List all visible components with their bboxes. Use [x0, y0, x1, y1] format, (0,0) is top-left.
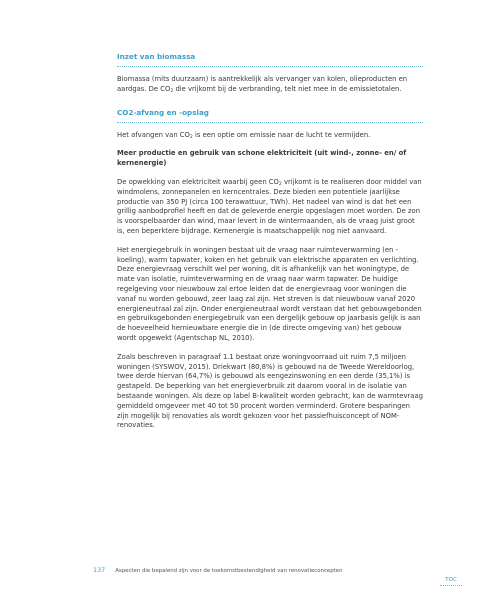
paragraph-text: die vrijkomt bij de verbranding, telt niet mee in de emissietotalen. [173, 84, 402, 93]
toc-underline [440, 585, 462, 586]
toc-label: TOC [445, 577, 457, 583]
subscript: 2 [278, 181, 282, 187]
toc-link[interactable] [440, 577, 462, 586]
subscript: 2 [170, 88, 174, 94]
paragraph-text: is een optie om emissie naar de lucht te vermijden. [192, 130, 371, 139]
paragraph-co2-afvang [117, 131, 423, 141]
paragraph-energiegebruik-woningen: Het energiegebruik in woningen bestaat uit de vraag naar ruimteverwarming (en -koeling), warm tapwater, koken en het gebruik van elektrische apparaten en verlichting. Deze energievraag verschilt wel per woning, dit is afhankelijk van het woningtype, de mate van isolatie, ruimteverwarming en de vraag naar warm tapwater. De huidige regelgeving voor nieuwbouw zal ertoe leiden dat de energievraag voor woningen die vanaf nu worden gebouwd, zeer laag zal zijn. Het streven is dat nieuwbouw vanaf 2020 energieneutraal zal zijn. Onder energieneutraal wordt verstaan dat het gebouwgebonden en gebruiksgebonden energiegebruik van een dergelijk gebouw op jaarbasis gelijk is aan de hoeveelheid hernieuwbare energie die in (de directe omgeving van) het gebouw wordt opgewekt (Agentschap NL, 2010). [117, 245, 422, 342]
paragraph-text: vrijkomt is te realiseren door middel van windmolens, zonnepanelen en kerncentrales. Deze bieden een potentiele jaarlijkse productie van 350 PJ (circa 100 terawattuur, TWh). Het nadeel van wind is dat het een grillig aanbodprofiel heeft en dat de geleverde energie opgeslagen moet worden. De zon is voorspelbaarder dan wind, maar levert in de wintermaanden, als de vraag juist groot is, een beperktere bijdrage. Kernenergie is maatschappelijk nog niet aanvaard. [117, 177, 422, 235]
paragraph-woningvoorraad: Zoals beschreven in paragraaf 1.1 bestaat onze woningvoorraad uit ruim 7,5 miljoen woningen (SYSWOV, 2015). Driekwart (80,8%) is gebouwd na de Tweede Wereldoorlog, twee derde hiervan (64,7%) is gebouwd als eengezinswoning en een derde (35,1%) is gestapeld. De beperking van het energieverbruik zit daarom vooral in de isolatie van bestaande woningen. Als deze op label B-kwaliteit worden gebracht, kan de warmtevraag gemiddeld omgeveer met 40 tot 50 procent worden verminderd. Grotere besparingen zijn mogelijk bij renovaties als wordt gekozen voor het passiefhuisconcept of NOM-renovaties. [117, 352, 423, 430]
running-title: Aspecten die bepalend zijn voor de toekomstbestendigheid van renovatieconcepten [115, 568, 343, 574]
paragraph-biomassa [117, 75, 423, 95]
subscript: 2 [189, 134, 193, 140]
paragraph-text: De opwekking van elektriciteit waarbij geen CO [117, 177, 279, 186]
page-number: 137 [93, 566, 106, 574]
page-content [117, 52, 423, 440]
section-heading-biomassa: Inzet van biomassa [117, 52, 423, 67]
paragraph-text: Biomassa (mits duurzaam) is aantrekkelijk als vervanger van kolen, olieproducten en aardgas. De CO [117, 75, 408, 93]
section-heading-co2-afvang: CO2-afvang en -opslag [117, 108, 423, 123]
subheading-schone-elektriciteit: Meer productie en gebruik van schone elektriciteit (uit wind-, zonne- en/ of kernenergie) [117, 149, 407, 168]
paragraph-text: Het afvangen van CO [117, 130, 190, 139]
page-footer [93, 566, 343, 574]
paragraph-elektriciteit [117, 178, 423, 237]
